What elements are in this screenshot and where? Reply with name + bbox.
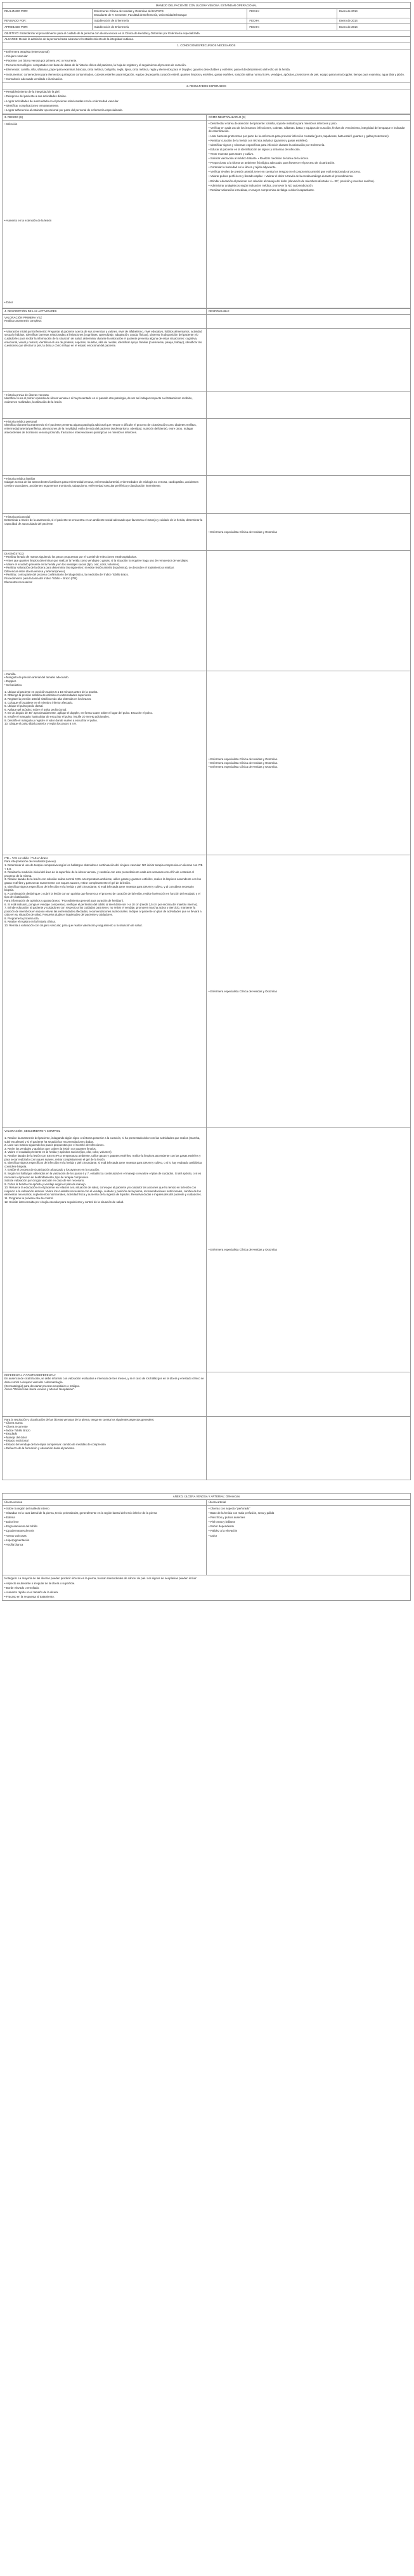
resultados-body	[3, 89, 411, 114]
actividad-row	[3, 315, 411, 329]
anexo-note: Nota/guía: La mayoría de las úlceras pueden producir úlceras en la pierna, buscar antecedentes de cáncer de piel. Los signos de neoplasias pueden incluir:	[4, 1576, 197, 1580]
actividad-row	[3, 671, 411, 855]
actividad-text: • Historia psicosocial Determinar a través de la anamnesis, si el paciente se encuentra en un ambiente social adecuado que favorezca el manejo y cuidado de la herida, determinar la capacidad de autocuidado del paciente.	[3, 514, 207, 551]
venosa-item: • Situadas en la cara lateral de la pierna, tercio perimaleolar, generalmente en la región lateral del tercio inferior de la pierna	[4, 1511, 157, 1515]
alcance: ALCANCE: Desde la admisión de la persona hasta alcanzar el restablecimiento de la integridad cutánea.	[3, 36, 411, 43]
actividad-responsable: • Enfermera especialista Clínica de Heridas y Ostomías. • Enfermera especialista Clínica de Heridas y Ostomías. • Enfermera especialista Clínica de Heridas y Ostomías.	[207, 671, 411, 855]
anexo-notes	[3, 1575, 411, 1601]
actividad-row	[3, 514, 411, 551]
recurso-item: • Recurso tecnológico: computador con base de datos de la historia clínica del paciente, la hoja de registro y el seguimiento al proceso de curación.	[4, 63, 186, 67]
resultado-item: • Lograr adherencia al estándar operacional por parte del personal de enfermería especializado.	[4, 108, 123, 112]
measure-item: • Proporcionar a la úlcera un ambiente fisiológico adecuado para favorecer el proceso de cicatrización.	[209, 161, 335, 165]
anexo-table	[2, 1493, 411, 1601]
recurso-item: • Paciente con úlcera venosa por primera vez o recurrente.	[4, 59, 77, 63]
actividades-table	[2, 308, 411, 1481]
fecha-label: FECHA:	[247, 24, 337, 30]
objetivo-table	[2, 30, 411, 43]
venosa-item: • Hiperpigmentación	[4, 1538, 30, 1542]
realizado-value: Enfermeras Clínica de Heridas y Ostomías del HUFSFB Estudiante de V Semestre, Facultad de Enfermería, Universidad El Bosque	[92, 8, 247, 18]
actividad-responsable	[207, 1372, 411, 1417]
arterial-item: • Pies fríos y pulsos ausentes	[209, 1516, 245, 1520]
measure-item: • Realizar valoración inmediata, en mayor compromiso de fatiga o dolor incapacitante.	[209, 188, 315, 192]
neutralizar-list	[207, 121, 411, 308]
actividad-responsable	[207, 1417, 411, 1480]
venosa-list	[3, 1506, 207, 1575]
actividad-responsable	[207, 551, 411, 671]
objetivo: OBJETIVO: Estandarizar el procedimiento para el cuidado de la persona con úlcera venosa en la Clínica de Heridas y Ostomías por Enfermería especializada.	[3, 30, 411, 37]
actividad-text: VALORACIÓN PRIMERA VEZ Realizar anamnesis completa:	[3, 315, 207, 329]
actividad-text: • Historia médica personal Identificar durante la anamnesis si el paciente presenta alguna patología adicional que retrase o dificulte el proceso de cicatrización como diabetes mellitus, enfermedad arterial periférica, alteraciones de la movilidad, estilo de vida del paciente (sedentarismo, obesidad, nutrición deficiente), entre otros. Indagar antecedentes de trombosis venosa profunda, fracturas e intervenciones quirúrgicas en miembros inferiores.	[3, 419, 207, 476]
actividad-row	[3, 392, 411, 419]
actividad-row	[3, 476, 411, 514]
measure-item: • Valorar pulsos periféricos y llenado capilar. • Valorar el dolor a través de la escala análoga durante el procedimiento.	[209, 174, 354, 178]
risk-dolor: • Dolor	[4, 301, 13, 305]
risk-extension: • Aumento en la extensión de la lesión	[4, 219, 52, 223]
recursos-list	[4, 50, 408, 81]
measure-item: • Brindar educación al paciente con relación al manejo del dolor (elevación de miembros afectado >/= 30°, posición y muchas sueños).	[209, 179, 375, 183]
actividad-text: • Valoración inicial por Enfermería: Preguntar al paciente acerca de sus creencias y valores, nivel de alfabetismo, nivel educativo, hábitos alimentarios, actividad sexual y hábitos. Identificar barreras relacionadas a limitaciones (cognitivas, aprendizaje, adaptación, ayuda, físicas), observar la disposición del paciente y/o cuidador/es para recibir la información de la situación de salud, determinar durante la valoración el paciente presenta alguna de estas situaciones: cognitiva, emocional, visual y motora; identificar el uso de prótesis, soportes, muletas, silla de ruedas, identificar apoyo familiar (conviviente, pareja, trabajo), identificar las cuestiones que afectan la piel, la dieta y cómo influye en el estado emocional del paciente.	[3, 329, 207, 392]
venosa-item: • Atrofia blanca	[4, 1542, 23, 1546]
actividad-responsable	[207, 315, 411, 329]
responsable-heading: RESPONSABLE	[207, 308, 411, 315]
actividad-text: ITB = TAS en tobillo / TAS en brazo Para interpretación de resultados (anexo). 1. Determinar el uso de terapia compresiva según los hallazgos obtenidos a continuación del cirujano vascular. NO iniciar terapia compresiva en úlceras con ITB < 0,8. 2. Realizar la medición inicial del área de la superficie de la úlcera venosa, y continúe con este procedimiento cada dos semanas con el fin de controlar el progreso de la misma. 3. Realice lavado de la lesión con solución salina normal 0,9% a temperatura ambiente, utilice gasas y guantes estériles, realice la limpieza ascendente con los gasas estériles y para secar suavemente con toques suaves, retirar completamente el gel de la lesión. 4. Identificar signos específicos de infección en la herida y piel circundante, si está infectada tome muestra para GRAM y cultivo, y al considera necesario biopsia. 5. A continuación desbrinque o cubrir la lesión con un apósito que favorezca el proceso de curación de la lesión, realice la elección en función del exudado y el tipo de cicatrización. Para información de apósitos y gasas (anexo "Procedimiento general para curación de heridas"). 6. Si está indicado, ponga el vendaje compresivo, verifique el perímetro del tobillo al nivel debe ser > a 18 cm (medir 2,5 cm por encima del maléolo interno). 7. Brinde educación al paciente y cuidadores con respecto a los cuidados para tener, no retirar el vendaje, promover marcha activa y ejercicio, mantener la posición de miembros en reposo elevar las extremidades afectadas, recomendaciones nutricionales. Indique al paciente un plan de actividades que se llevará a cabo en su situación de salud. Resuelva dudas e inquietudes del paciente y cuidadores. 8. Programe la próxima cita. 9. Realice el registro en la historia clínica. 10. Remita a valoración con cirujano vascular, para que realice valoración y seguimiento a la situación de salud.	[3, 855, 207, 1128]
anexo-note-item: • Borde elevado o enrollado.	[4, 1586, 40, 1589]
recursos-heading: 1. CONDICIONES/RECURSOS NECESARIOS	[3, 43, 411, 49]
venosa-item: • Edema	[4, 1516, 15, 1520]
fecha-value: Enero de 2014	[337, 18, 411, 24]
actividad-responsable	[207, 329, 411, 392]
riesgos-heading: 3. RIESGO (S)	[3, 114, 207, 121]
fecha-label: FECHA:	[247, 18, 337, 24]
arterial-item: • Palidez a la elevación	[209, 1529, 238, 1533]
arterial-item: • Úlceras con aspecto "perforado"	[209, 1506, 250, 1510]
recurso-item: • Consultorio adecuado ventilado e iluminación.	[4, 77, 63, 81]
doc-title: MANEJO DEL PACIENTE CON ÚLCERA VENOSA. ESTÁNDAR OPERACIONAL	[3, 3, 411, 9]
recurso-item: • Elementos: camilla, silla, sábanas, papel para examinar, báscula, cinta métrica, bolígrafo, regla, tijera, cinta métrica, regla y elementos para el Doppler, guantes desechables y estériles, para el desbridamiento del lecho de la herida.	[4, 68, 291, 72]
recurso-item: • Cirujano vascular	[4, 55, 28, 58]
actividad-text: REFERENCIA Y CONTRAREFERENCIA: En ausencia de cicatrización, se debe informar con valoración evaluativa e intervalo de tres meses, y si el caso de los hallazgos en la úlcera y el estado clínico se debe remitir a cirujano vascular o dermatología. (Dermatología) para descartar proceso neoplásico o maligno. Anexo "Diferencias úlcera venosa y arterial. Neoplasias".	[3, 1372, 207, 1417]
venosa-item: • Venas varicosas	[4, 1534, 27, 1537]
document	[2, 2, 411, 1601]
revisado-label: REVISADO POR:	[3, 18, 93, 24]
actividad-text: VALORACIÓN, SEGUIMIENTO Y CONTROL 1. Realice la anamnesis del paciente, indagando algún signo o síntoma posterior a la curación, si ha presentado dolor con las actividades que realiza (marcha, subir escaleras) y si el paciente ha seguido las recomendaciones dadas. 2. Lave sus manos siguiendo los pasos propuestos por el Comité de Infecciones. 3. Retire los vendajes y apósitos que cubren la lesión con guantes limpios. 4. Valore el exudado presente en la herida y apósitos sucios (tipo, olor, color, volumen). 5. Realice lavado de la lesión con SSN 0,9% a temperatura ambiente, utilice gasas y guantes estériles, realice la limpieza ascendente con las gasas estériles y para secar realizarlo con toques suaves, retirar completamente el gel de la lesión. 6. Identificar signos específicos de infección en la herida y piel circundante, si está infectada tome muestra para GRAM y cultivo, o si lo hay evaluado antibiótica considere biopsia. 7. Evalúe el proceso de cicatrización alcanzado y los avances en la curación. 8. Según los hallazgos obtenidos en la valoración de los pasos 6 y 7, establezca continuidad en el manejo o revalore el plan de cuidados. Si del apósito, o si es necesario el proceso de desbridamiento, tipo de terapia compresiva. Solicite valoración por cirugía vascular en caso de ser necesario. 9. Cubra la herida con apósito y vendaje según el plan de manejo. 10. Refuerce la educación en el paciente en relación a su situación de salud, convoque al paciente y/o cuidador las acciones que ha tenido en la lesión con respecto a la valoración anterior. Valore los cuidados necesarios con el vendaje, cuidado y posición de la pierna, recomendaciones nutricionales, cambio de los elementos necesarios, suplementos nutricionales, actividad física y aumento de la ingesta de líquidos. Resuelva dudas e inquietudes del paciente y cuidadores. 11. Programe la próxima cita de control. 12. Solicite interconsulta por cirugía vascular para seguimiento y control de la situación de salud.	[3, 1128, 207, 1372]
measure-item: • Verificar niveles de presión arterial, tener en cuenta los riesgos en el compromiso arterial que está relacionado al proceso.	[209, 170, 361, 174]
actividad-responsable	[207, 419, 411, 476]
actividades-heading: 4. DESCRIPCIÓN DE LAS ACTIVIDADES	[3, 308, 207, 315]
resultado-item: • Identificar complicaciones tempranamente.	[4, 103, 60, 107]
resultados-list	[4, 90, 408, 112]
anexo-note-item: • Aumento rápido en el tamaño de la úlcera.	[4, 1590, 59, 1594]
realizado-label: REALIZADO POR:	[3, 8, 93, 18]
anexo-note-item: • Aspecto exuberante o irregular de la úlcera o superficie.	[4, 1581, 75, 1585]
arterial-item: • Piel tensa y brillante	[209, 1520, 236, 1524]
actividad-responsable: • Enfermera especialista Clínica de Heridas y Ostomías	[207, 514, 411, 551]
resultado-item: • Reingreso del paciente a sus actividades diarias.	[4, 95, 67, 98]
recursos-body	[3, 49, 411, 83]
actividad-responsable: • Enfermera especialista Clínica de Heridas y Ostomías	[207, 1128, 411, 1372]
actividad-responsable: • Enfermera especialista Clínica de Heridas y Ostomías	[207, 855, 411, 1128]
measure-item: • Realizar curación de la herida con técnica aséptica (guantes y gasas estériles).	[209, 138, 308, 142]
arterial-list	[207, 1506, 411, 1575]
arterial-item: • Base de la herida con mala perfusión, seca y pálida	[209, 1511, 275, 1515]
actividad-row	[3, 1417, 411, 1480]
venosa-item: • Lipodermatoesclerosis	[4, 1529, 34, 1533]
venosa-item: • Sobre la región del maléolo interno	[4, 1506, 49, 1510]
measure-item: • Educar al paciente en la identificación de signos y síntomas de infección.	[209, 147, 301, 151]
measure-item: • Administrar analgésicos según indicación médica, promover la NO automedicación.	[209, 183, 314, 187]
actividad-text: • Historia médica familiar Indagar acerca de los antecedentes familiares para enfermedad venosa, enfermedad arterial, enfermedades de etiología no venosa, cardiopatías, accidentes cerebro vasculares, accidentes tegumentos trombosis, tabaquismo, enfermedad vascular periférica y claudicación intermitente.	[3, 476, 207, 514]
arterial-heading: Úlcera arterial	[207, 1499, 411, 1506]
measure-item: • Desinfectar el área de atención del paciente: camilla, soporte metálico para miembros inferiores y piso.	[209, 121, 337, 125]
measure-item: • Identificar signos y síntomas específicos para infección durante la valoración por Enfermería.	[209, 143, 325, 147]
recursos-table	[2, 43, 411, 114]
measure-item: • Usar barreras protectoras por parte de la enfermera para prevenir infección cruzada (gorro, tapabocas, bata estéril, guantes y gafas protectoras).	[209, 134, 389, 138]
anexo-note-item: • Fracaso en la respuesta al tratamiento.	[4, 1594, 55, 1598]
resultados-heading: 2. RESULTADOS ESPERADOS	[3, 83, 411, 89]
actividad-row	[3, 1372, 411, 1417]
actividad-row	[3, 419, 411, 476]
recurso-item: • Enfermera terapista (enterostomal)	[4, 50, 49, 54]
risk-infeccion: • Infección	[4, 122, 18, 126]
actividad-responsable	[207, 392, 411, 419]
actividad-text: • Camilla. • Manguito de presión arterial del tamaño adecuado. • Doppler. • Gel acústico. 1. Ubique al paciente en posición supina 5 a 10 minutos antes de la prueba. 2. Obtenga la presión sistólica de arterias en extremidades superiores. 3. Registre la presión arterial sistólica más alta obtenida en los brazos. 4. Coloque el brazalete en el miembro inferior afectado. 5. Ubique el pulso pedio dorsal. 6. Aplique gel acústico sobre el pulso pedio dorsal. 7. En un ángulo de 45° aproximadamente, aplique el doppler, en forma suave sobre el lugar del pulso. Escuche el pulso. 8. Insufle el manguito hasta dejar de escuchar el pulso, insufle 20 mmHg adicionales. 9. Desinfle el manguito y registre el valor donde vuelve a escuchar el pulso. 10. Ubique el pulso tibial posterior y repita los pasos 6 a 9.	[3, 671, 207, 855]
actividad-row	[3, 551, 411, 671]
arterial-item: • Rubor dependiente	[209, 1525, 235, 1528]
recurso-item: • Instrumentos: contenedores para elementos quirúrgicos contaminados, cubetas estériles para irrigación, equipo de pequeña curación estéril, guantes limpios y estériles, gasas estériles, solución salina normal 0,9%, vendajes, apósitos, protectores de piel, equipo para toma Doppler, tiempo para examinar, agua tibia y jabón.	[4, 72, 404, 76]
aprobado-value: Subdirección de Enfermería	[92, 24, 247, 30]
fecha-value: Enero de 2014	[337, 24, 411, 30]
header-table	[2, 2, 411, 30]
actividad-row	[3, 855, 411, 1128]
fecha-label: FECHA:	[247, 8, 337, 18]
actividad-responsable	[207, 476, 411, 514]
measure-item: • Verificar en cada uso de los insumos: infecciones, cubetas, sábanas, batas y equipos de curación, fechas de vencimiento, integridad del empaque e indicador de esterilización.	[209, 126, 405, 133]
revisado-value: Subdirección de Enfermería	[92, 18, 247, 24]
fecha-value: Enero de 2014	[337, 8, 411, 18]
measure-item: • Solicitar valoración al médico tratante. • Realizar medición del área de la úlcera.	[209, 157, 309, 161]
venosa-item: • Engrosamiento del tobillo	[4, 1525, 38, 1528]
venosa-heading: Úlcera venosa	[3, 1499, 207, 1506]
measure-item: • Controlar la humedad en la úlcera y tejido adyacente.	[209, 166, 276, 169]
actividad-text: Para la resolución y cicatrización de las úlceras venosas de la pierna, tenga en cuenta los siguientes aspectos generales: • Úlcera nueva • Úlcera recurrente • Índice Tobillo Brazo • Exudado • Manejo del dolor • Estado nutricional • Estado del vendaje de la terapia compresiva: cambio de medidas de compresión • Refuerzo de la formación y educación dada al paciente.	[3, 1417, 207, 1480]
venosa-item: • Dolor leve	[4, 1520, 19, 1524]
riesgos-table	[2, 114, 411, 309]
arterial-item: • Dolor	[209, 1534, 217, 1537]
actividad-text: • Historia previa de úlceras venosas Identificar si es el primer episodio de úlcera venosa o si ha presentado en el pasado otra patología, de ser así indagar respecto a el tratamiento recibido, exámenes realizados, localización de la lesión.	[3, 392, 207, 419]
measure-item: • Tener muestra para Gram y cultivo.	[209, 152, 254, 155]
neutralizar-heading: CÓMO NEUTRALIZARLO (S)	[207, 114, 411, 121]
actividad-row	[3, 1128, 411, 1372]
actividad-row	[3, 329, 411, 392]
riesgos-list	[3, 121, 207, 308]
anexo-title: ANEXO, ÚLCERA VENOSA Y ARTERIAL: Diferencias	[3, 1494, 411, 1500]
resultado-item: • Lograr actividades de autocuidado en el paciente relacionadas con la enfermedad vascular.	[4, 99, 119, 103]
resultado-item: • Restablecimiento de la integridad de la piel.	[4, 90, 60, 94]
aprobado-label: APROBADO POR:	[3, 24, 93, 30]
actividad-text: DIAGNÓSTICO • Realizar lavado de manos siguiendo los pasos propuestos por el Comité de Infecciones Intrahospitalarias. • Antes que guantes limpios determinar que realizar la herida como vendajes o gasas, si la situación lo requiere haga uso de removedor de vendajes. • Valore el exudado presente en la herida y en los vendajes sucios (tipo, olor, color, volumen). • Realizar valoración de la úlcera para determinar las siguientes: si existe lesión arterial (isquémica), se descubre el tratamiento a realizar. Diferenciar entre úlcera venosa y arterial (anexo). • Realizar, como parte del proceso confirmatorio del diagnóstico, la medición del índice Tobillo Brazo. Procedimiento para la toma del Índice Tobillo – Brazo (ITB) Elementos necesarios:	[3, 551, 207, 671]
